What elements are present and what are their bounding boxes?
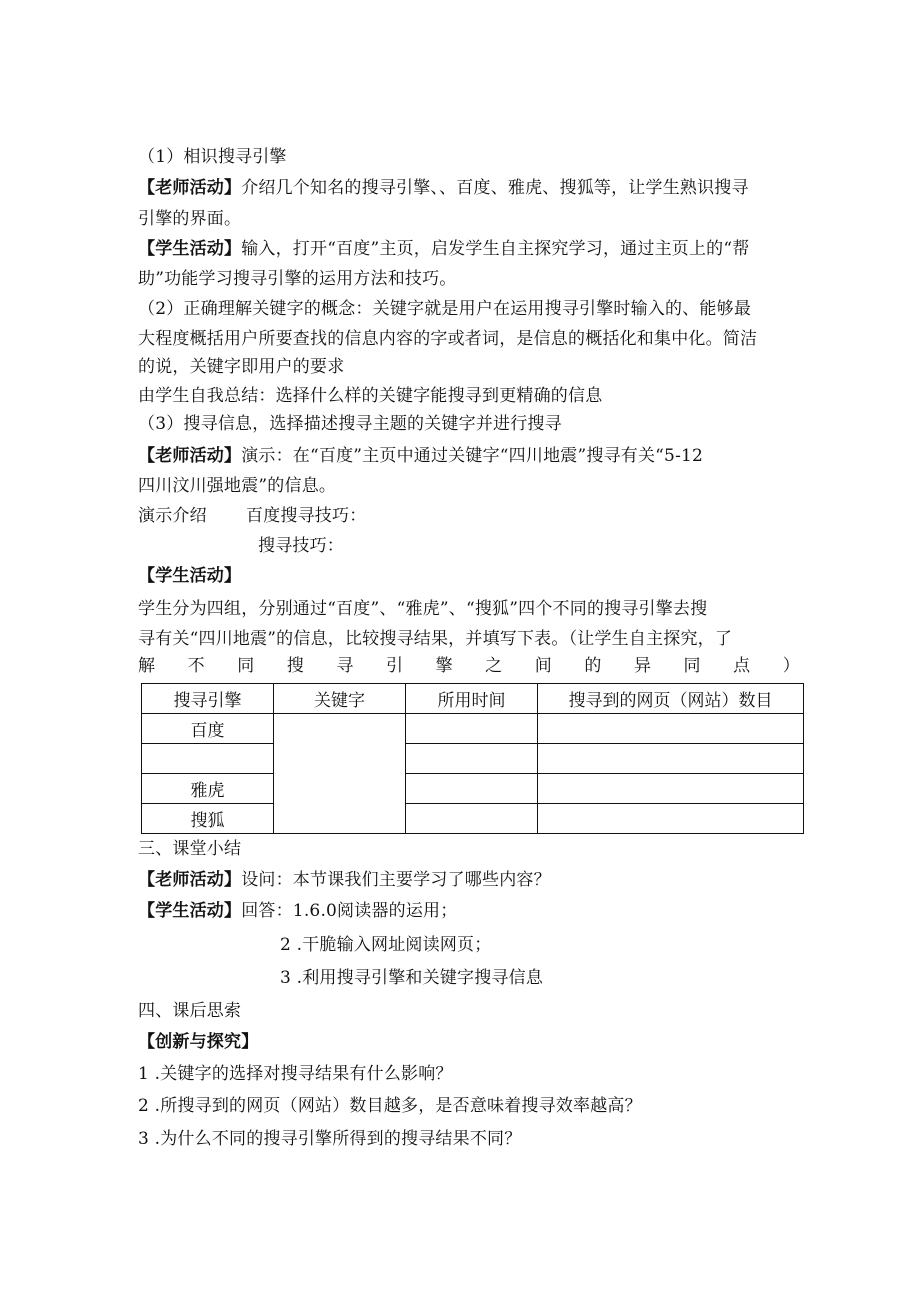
table-header-cell: 搜寻引擎 [142,684,274,714]
reflection-question: 3 .为什么不同的搜寻引擎所得到的搜寻结果不同？ [138,1129,522,1149]
justified-char: 搜 [286,656,304,676]
search-engine-comparison-table [141,683,804,834]
reflection-heading: 四、课后思索 [138,1001,242,1021]
reflection-question: 2 .所搜寻到的网页（网站）数目越多，是否意味着搜寻效率越高？ [138,1096,642,1116]
justified-line [138,655,800,677]
table-row [142,774,804,804]
time-cell [406,804,538,834]
paragraph-line: 四川汶川强地震”的信息。 [138,476,337,496]
justified-char: 同 [683,656,701,676]
paragraph-line: 的说，关键字即用户的要求 [138,357,345,377]
innovation-heading: 【创新与探究】 [138,1032,259,1052]
section-heading-know-engines: （1）相识搜寻引擎 [138,147,287,167]
justified-char: 不 [187,656,205,676]
summary-item: 2 .干脆输入网址阅读网页； [280,935,492,955]
search-tips-label: 搜寻技巧： [258,536,344,556]
teacher-demo-paragraph [138,445,804,467]
table-header-cell: 关键字 [274,684,406,714]
paragraph-line: 引擎的界面。 [138,209,242,229]
justified-char: 寻 [336,656,354,676]
student-activity-text: 输入，打开“百度”主页，启发学生自主探究学习，通过主页上的“帮 [241,239,750,259]
summary-heading: 三、课堂小结 [138,839,242,859]
justified-char: 点 [733,656,751,676]
teacher-activity-paragraph [138,177,804,199]
summary-item: 3 .利用搜寻引擎和关键字搜寻信息 [280,968,544,988]
justified-char: 之 [485,656,503,676]
student-activity-heading: 【学生活动】 [138,566,242,586]
keyword-cell [274,714,406,834]
engine-name-cell: 雅虎 [142,774,274,804]
page-count-cell [538,804,804,834]
engine-name-cell: 搜狐 [142,804,274,834]
table-header-cell: 所用时间 [406,684,538,714]
page-count-cell [538,744,804,774]
justified-char: 擎 [435,656,453,676]
engine-name-cell: 百度 [142,714,274,744]
student-activity-label: 【学生活动】 [138,239,242,259]
table-header-cell: 搜寻到的网页（网站）数目 [538,684,804,714]
teacher-activity-label: 【老师活动】 [138,446,242,466]
justified-char: 同 [237,656,255,676]
table-row [142,744,804,774]
table-row [142,804,804,834]
baidu-tips-label: 百度搜寻技巧： [246,506,367,526]
justified-char: 间 [534,656,552,676]
student-activity-label: 【学生活动】 [138,901,242,921]
summary-teacher-text: 设问：本节课我们主要学习了哪些内容？ [241,870,551,890]
table-header-row [142,684,804,714]
keyword-concept-paragraph: （2）正确理解关键字的概念：关键字就是用户在运用搜寻引擎时输入的、能够最 [138,299,752,319]
reflection-question: 1 .关键字的选择对搜寻结果有什么影响？ [138,1064,453,1084]
section-heading-search-info: （3）搜寻信息，选择描述搜寻主题的关键字并进行搜寻 [138,414,562,434]
time-cell [406,744,538,774]
teacher-activity-label: 【老师活动】 [138,178,242,198]
teacher-activity-label: 【老师活动】 [138,870,242,890]
page-count-cell [538,714,804,744]
teacher-demo-text: 演示：在“百度”主页中通过关键字“四川地震”搜寻有关“5-12 [241,446,704,466]
paragraph-line: 大程度概括用户所要查找的信息内容的字或者词，是信息的概括化和集中化。简洁 [138,329,758,349]
paragraph-line: 寻有关“四川地震”的信息，比较搜寻结果，并填写下表。（让学生自主探究，了 [138,629,733,649]
time-cell [406,774,538,804]
time-cell [406,714,538,744]
demo-intro-label: 演示介绍 [138,506,207,526]
summary-teacher-line [138,869,804,891]
summary-student-line [138,900,804,922]
group-task-paragraph: 学生分为四组，分别通过“百度”、“雅虎”、“搜狐”四个不同的搜寻引擎去搜 [138,599,708,619]
justified-char: 解 [138,656,156,676]
teacher-activity-text: 介绍几个知名的搜寻引擎、、百度、雅虎、搜狐等，让学生熟识搜寻 [241,178,749,198]
justified-char: 引 [385,656,404,676]
student-summary-line: 由学生自我总结：选择什么样的关键字能搜寻到更精确的信息 [138,386,603,406]
table-row [142,714,804,744]
page-count-cell [538,774,804,804]
paragraph-line: 助”功能学习搜寻引擎的运用方法和技巧。 [138,269,457,289]
justified-char: 异 [633,656,652,676]
justified-char: ） [782,656,800,676]
engine-name-cell [142,744,274,774]
summary-student-text: 回答：1.6.0阅读器的运用； [241,901,458,921]
student-activity-paragraph [138,238,804,260]
justified-char: 的 [584,656,602,676]
